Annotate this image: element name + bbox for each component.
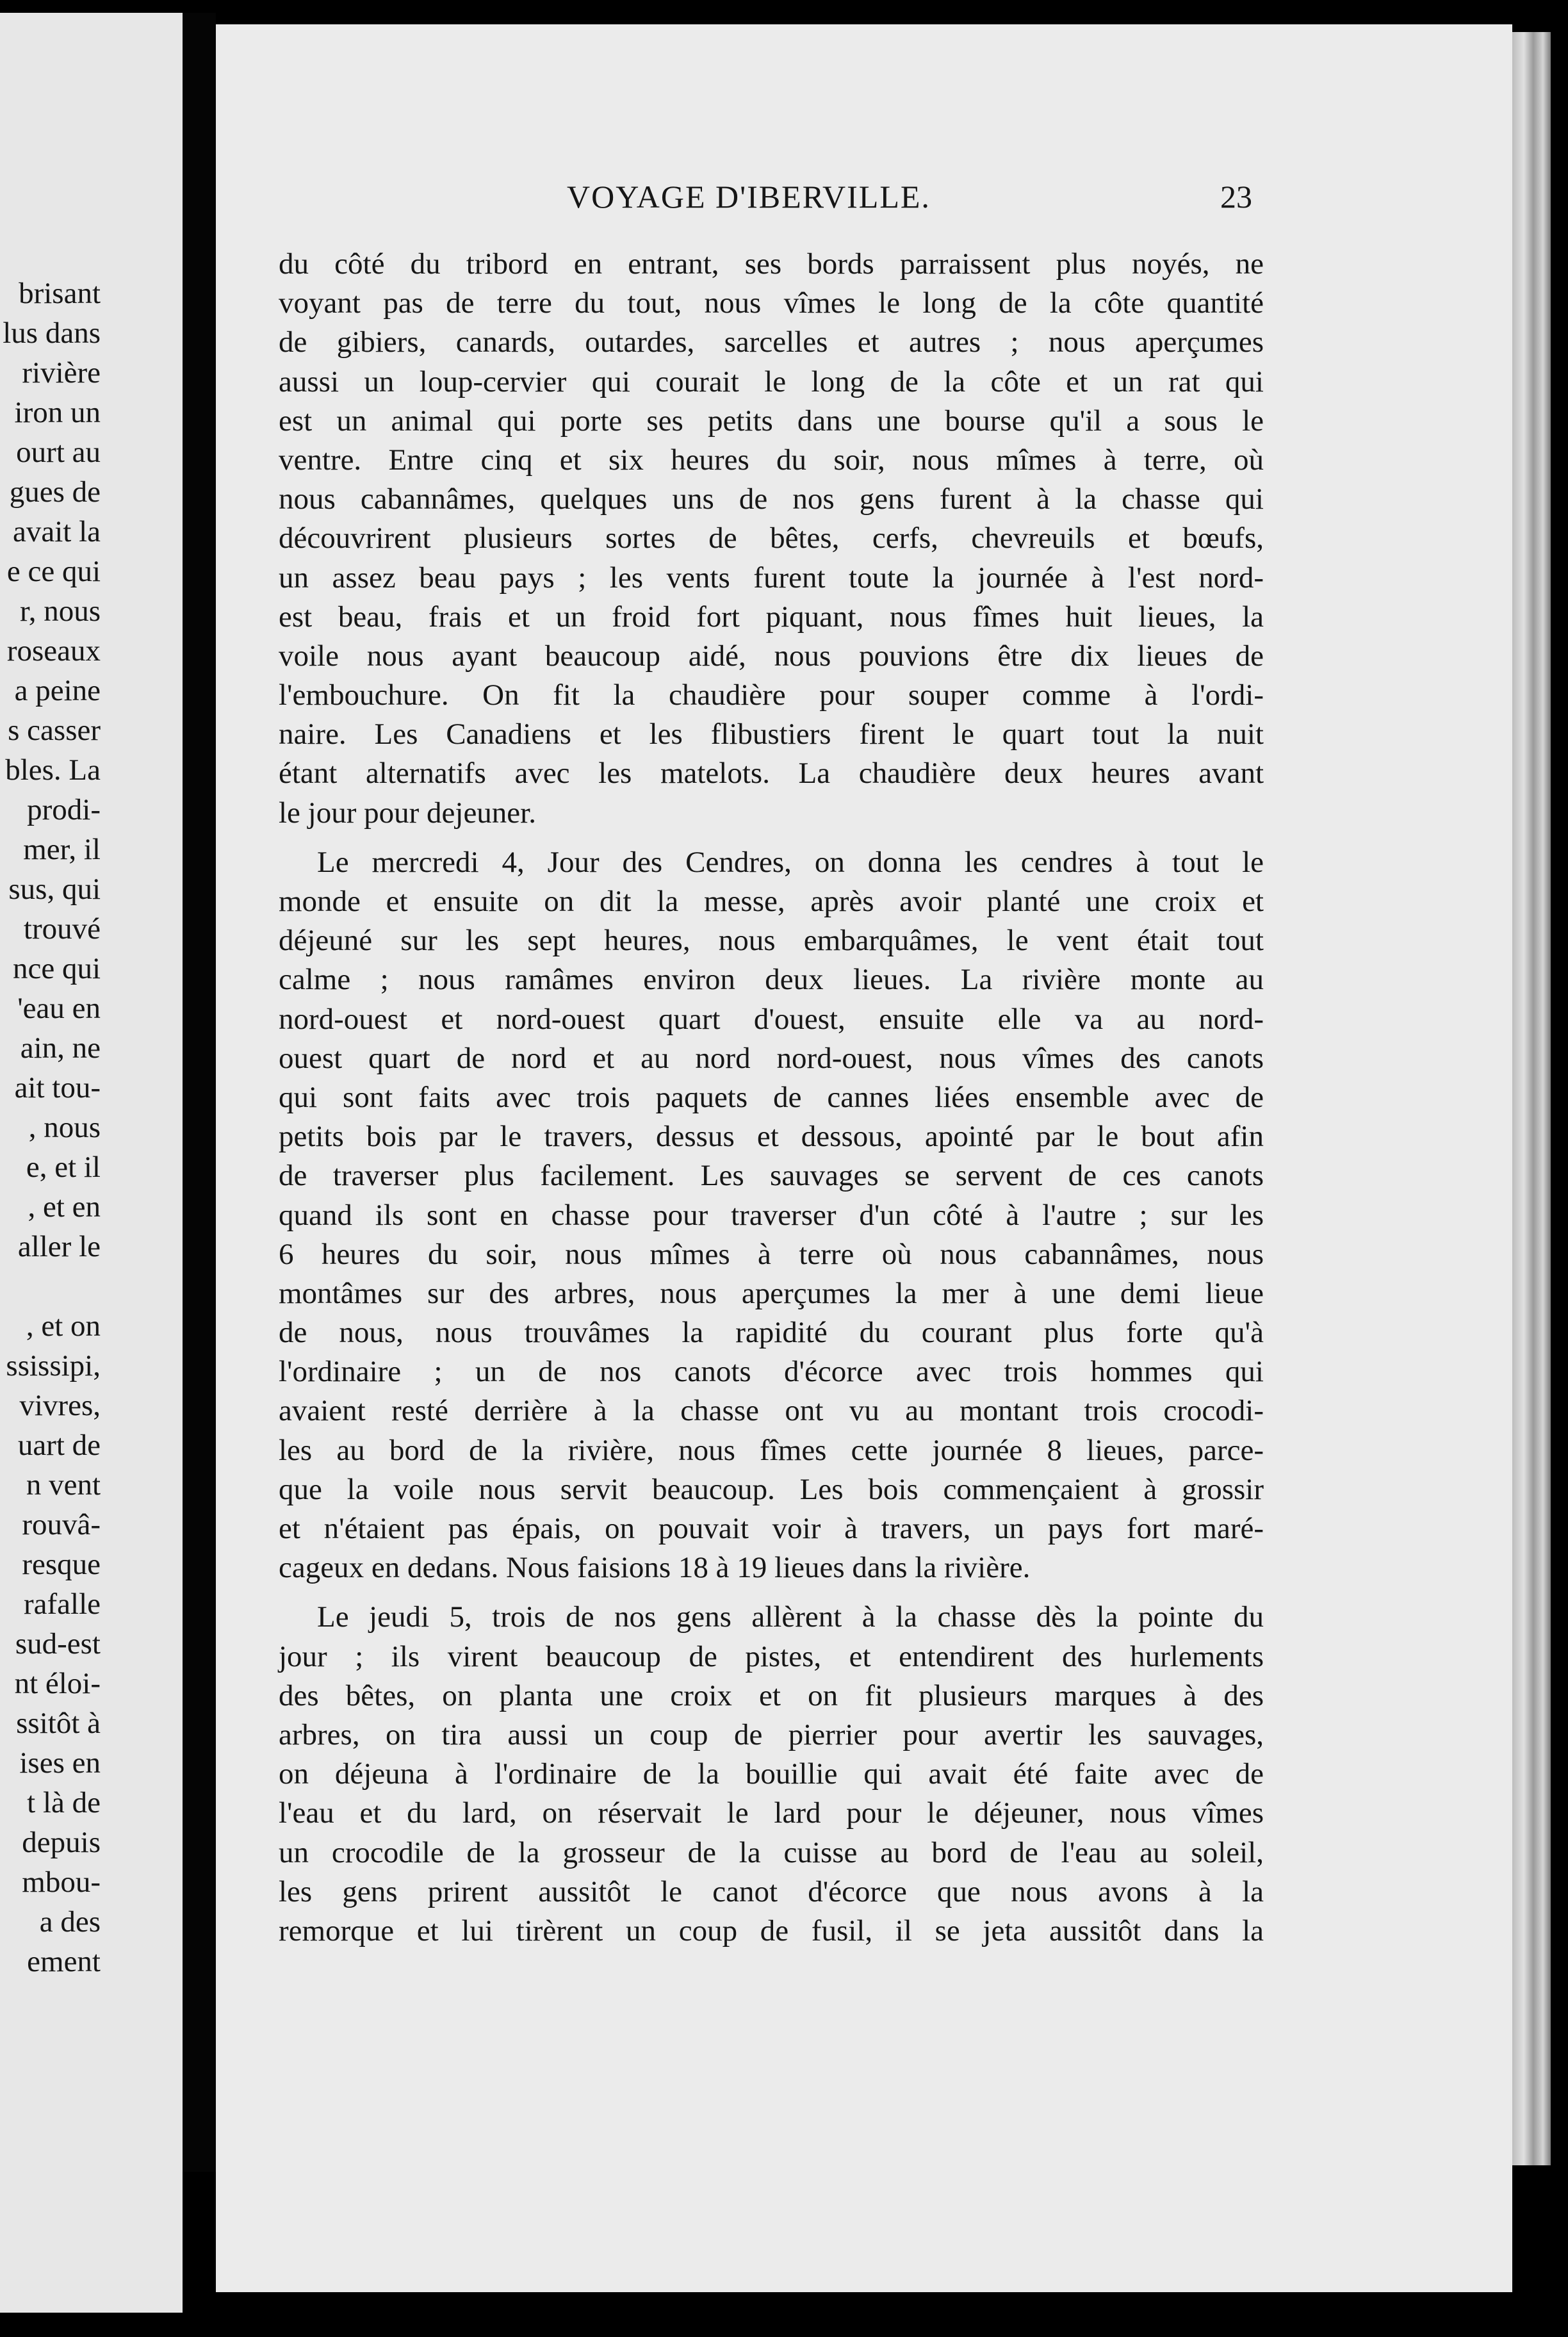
facing-page-line: aller le xyxy=(17,1230,101,1263)
facing-page-line: gues de xyxy=(9,475,101,509)
text-line: découvrirent plusieurs sortes de bêtes, cerfs, chevreuils et bœufs, xyxy=(279,521,1264,555)
facing-page-line: avait la xyxy=(12,515,101,548)
page-edge-stack xyxy=(1512,32,1551,2165)
text-line: qui sont faits avec trois paquets de cannes liées ensemble avec de xyxy=(279,1080,1264,1114)
text-line: l'eau et du lard, on réservait le lard pour le déjeuner, nous vîmes xyxy=(279,1796,1264,1830)
body-text xyxy=(279,245,1264,1951)
text-line: le jour pour dejeuner. xyxy=(279,796,536,830)
text-line: des bêtes, on planta une croix et on fit plusieurs marques à des xyxy=(279,1678,1264,1712)
facing-page-line: r, nous xyxy=(19,594,101,628)
facing-page-line: a peine xyxy=(14,674,101,707)
text-line: les gens prirent aussitôt le canot d'écorce que nous avons à la xyxy=(279,1874,1264,1908)
text-line: naire. Les Canadiens et les flibustiers firent le quart tout la nuit xyxy=(279,718,1264,751)
facing-page-line: , nous xyxy=(28,1111,101,1144)
facing-page-line: mbou- xyxy=(22,1866,101,1899)
facing-page-line: brisant xyxy=(19,277,101,310)
facing-page-line: prodi- xyxy=(27,793,101,826)
text-line: que la voile nous servit beaucoup. Les bois commençaient à grossir xyxy=(279,1472,1264,1506)
text-line: du côté du tribord en entrant, ses bords parraissent plus noyés, ne xyxy=(279,247,1264,281)
text-line: Le jeudi 5, trois de nos gens allèrent à la chasse dès la pointe du xyxy=(317,1600,1264,1634)
text-line: ouest quart de nord et au nord nord-ouest, nous vîmes des canots xyxy=(279,1041,1264,1075)
text-line: de nous, nous trouvâmes la rapidité du courant plus forte qu'à xyxy=(279,1316,1264,1350)
text-line: étant alternatifs avec les matelots. La chaudière deux heures avant xyxy=(279,757,1264,791)
facing-page-line: depuis xyxy=(22,1826,101,1859)
facing-page-line: t là de xyxy=(27,1786,101,1819)
text-line: l'ordinaire ; un de nos canots d'écorce avec trois hommes qui xyxy=(279,1355,1264,1389)
facing-page-line: trouvé xyxy=(23,912,101,946)
facing-page-line: nce qui xyxy=(12,952,101,985)
text-line: aussi un loup-cervier qui courait le long de la côte et un rat qui xyxy=(279,365,1264,398)
facing-page-line: uart de xyxy=(17,1429,101,1462)
text-line: déjeuné sur les sept heures, nous embarquâmes, le vent était tout xyxy=(279,924,1264,958)
facing-page-line: sus, qui xyxy=(8,873,101,906)
facing-page-line: nt éloi- xyxy=(14,1667,101,1700)
text-line: ventre. Entre cinq et six heures du soir, nous mîmes à terre, où xyxy=(279,443,1264,477)
text-line: 6 heures du soir, nous mîmes à terre où nous cabannâmes, nous xyxy=(279,1237,1264,1271)
facing-page-line: , et en xyxy=(28,1190,101,1224)
text-line: et n'étaient pas épais, on pouvait voir à travers, un pays fort maré- xyxy=(279,1512,1264,1545)
text-line: un assez beau pays ; les vents furent toute la journée à l'est nord- xyxy=(279,561,1264,594)
text-line: remorque et lui tirèrent un coup de fusil, il se jeta aussitôt dans la xyxy=(279,1914,1264,1948)
facing-page-line: ain, ne xyxy=(20,1031,101,1065)
facing-page-line: rivière xyxy=(22,356,101,390)
facing-page-line: ait tou- xyxy=(14,1071,101,1104)
facing-page-line: e ce qui xyxy=(6,555,101,588)
facing-page-line: a des xyxy=(39,1905,101,1939)
paragraph xyxy=(279,843,1264,1588)
facing-page-line: bles. La xyxy=(5,753,101,787)
text-line: de gibiers, canards, outardes, sarcelles et autres ; nous aperçumes xyxy=(279,325,1264,359)
facing-page-line: ssissipi, xyxy=(6,1349,101,1382)
paragraph xyxy=(279,245,1264,833)
facing-page-line: ises en xyxy=(19,1746,101,1780)
facing-page-line: ssitôt à xyxy=(16,1707,101,1740)
text-line: arbres, on tira aussi un coup de pierrier pour avertir les sauvages, xyxy=(279,1718,1264,1751)
text-line: nous cabannâmes, quelques uns de nos gens furent à la chasse qui xyxy=(279,482,1264,516)
text-line: jour ; ils virent beaucoup de pistes, et entendirent des hurlements xyxy=(279,1639,1264,1673)
text-line: avaient resté derrière à la chasse ont vu au montant trois crocodi- xyxy=(279,1394,1264,1428)
facing-page-line: mer, il xyxy=(23,833,101,866)
text-line: un crocodile de la grosseur de la cuisse au bord de l'eau au soleil, xyxy=(279,1835,1264,1869)
text-line: Le mercredi 4, Jour des Cendres, on donna les cendres à tout le xyxy=(317,845,1264,879)
text-line: on déjeuna à l'ordinaire de la bouillie qui avait été faite avec de xyxy=(279,1757,1264,1791)
text-line: calme ; nous ramâmes environ deux lieues. La rivière monte au xyxy=(279,963,1264,997)
facing-page-line: resque xyxy=(22,1548,101,1581)
facing-page-line: vivres, xyxy=(19,1389,101,1422)
facing-page-line: rafalle xyxy=(23,1587,101,1621)
text-line: quand ils sont en chasse pour traverser d'un côté à l'autre ; sur les xyxy=(279,1198,1264,1232)
facing-page-line: ement xyxy=(27,1945,101,1978)
page-number: 23 xyxy=(1220,179,1252,215)
facing-page-line: , et on xyxy=(26,1309,101,1343)
facing-page-line: s casser xyxy=(8,714,101,747)
facing-page-line: ourt au xyxy=(16,436,101,469)
text-line: l'embouchure. On fit la chaudière pour souper comme à l'ordi- xyxy=(279,678,1264,712)
text-line: est beau, frais et un froid fort piquant, nous fîmes huit lieues, la xyxy=(279,600,1264,634)
facing-page-line: roseaux xyxy=(6,634,101,668)
text-line: nord-ouest et nord-ouest quart d'ouest, ensuite elle va au nord- xyxy=(279,1002,1264,1036)
text-line: cageux en dedans. Nous faisions 18 à 19 lieues dans la rivière. xyxy=(279,1551,1031,1585)
facing-page-line: 'eau en xyxy=(17,992,101,1025)
facing-page-line: e, et il xyxy=(26,1151,101,1184)
text-line: monde et ensuite on dit la messe, après avoir planté une croix et xyxy=(279,885,1264,918)
facing-page-line: lus dans xyxy=(3,316,101,350)
facing-page-line: n vent xyxy=(26,1468,101,1502)
text-line: petits bois par le travers, dessus et dessous, apointé par le bout afin xyxy=(279,1120,1264,1154)
facing-page-line: rouvâ- xyxy=(22,1508,101,1541)
facing-page-line: sud-est xyxy=(15,1627,101,1660)
text-line: est un animal qui porte ses petits dans une bourse qu'il a sous le xyxy=(279,404,1264,438)
facing-page-fragment xyxy=(0,13,183,2313)
text-line: voyant pas de terre du tout, nous vîmes le long de la côte quantité xyxy=(279,286,1264,320)
paragraph xyxy=(279,1598,1264,1951)
book-gutter xyxy=(183,13,216,2172)
facing-page-line: iron un xyxy=(14,396,101,429)
text-line: de traverser plus facilement. Les sauvages se servent de ces canots xyxy=(279,1159,1264,1193)
text-line: les au bord de la rivière, nous fîmes cette journée 8 lieues, parce- xyxy=(279,1433,1264,1467)
text-line: voile nous ayant beaucoup aidé, nous pouvions être dix lieues de xyxy=(279,639,1264,673)
text-line: montâmes sur des arbres, nous aperçumes la mer à une demi lieue xyxy=(279,1276,1264,1310)
running-head: VOYAGE D'IBERVILLE. xyxy=(567,179,931,215)
